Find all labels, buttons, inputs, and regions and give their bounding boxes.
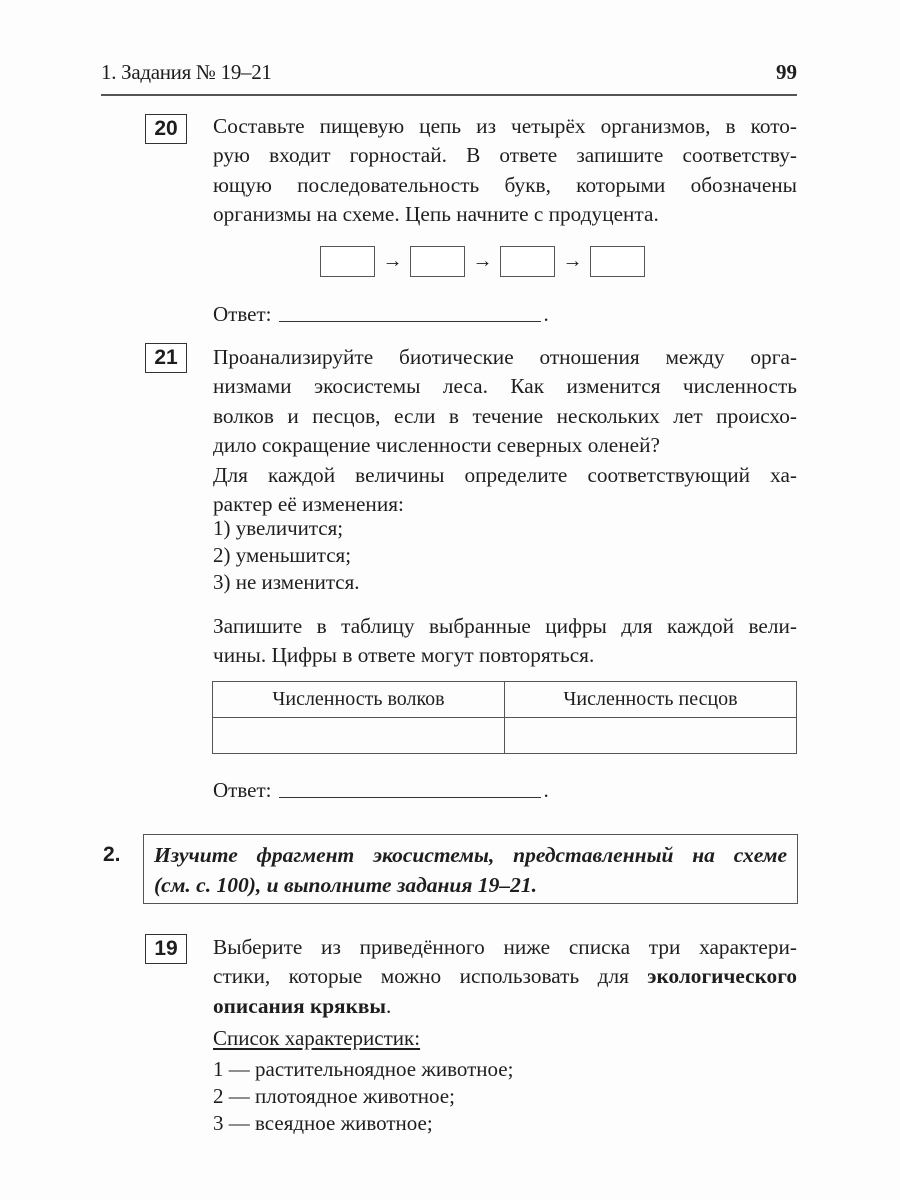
text-line: низмами экосистемы леса. Как изменится численность: [213, 374, 797, 399]
arrow-right-icon: →: [472, 249, 493, 272]
header-divider: [101, 94, 797, 96]
list-item: 2 — плотоядное животное;: [213, 1084, 455, 1108]
text-line: рактер её изменения:: [213, 492, 404, 517]
task-20-number: 20: [145, 114, 187, 144]
arrow-right-icon: →: [382, 249, 403, 272]
task-21-instruction: [213, 612, 797, 671]
section-line: (см. с. 100), и выполните задания 19–21.: [154, 873, 537, 897]
table-cell-wolves[interactable]: [213, 718, 505, 754]
task-21-answer: [213, 778, 549, 803]
task-19-text: [213, 933, 797, 1021]
text-line: [213, 962, 797, 991]
text-bold: экологического: [647, 964, 797, 989]
text-period: .: [385, 993, 392, 1018]
food-chain-cell[interactable]: [320, 246, 375, 277]
text-line: дило сокращение численности северных оленей?: [213, 433, 660, 458]
text-line: рую входит горностай. В ответе запишите соответству-: [213, 143, 797, 168]
list-title: Список характеристик:: [213, 1026, 421, 1050]
table-header-foxes: Численность песцов: [505, 682, 797, 718]
food-chain-diagram: [320, 244, 645, 278]
text-bold: описания кряквы: [213, 993, 386, 1018]
running-header: [101, 58, 797, 94]
option-item: 3) не изменится.: [213, 570, 360, 594]
food-chain-cell[interactable]: [500, 246, 555, 277]
table-row: [213, 718, 797, 754]
chapter-title: 1. Задания № 19–21: [101, 60, 272, 84]
task-21-text: [213, 343, 797, 519]
answer-period: .: [543, 778, 549, 802]
text-line: Выберите из приведённого ниже списка три характери-: [213, 935, 797, 959]
answer-blank[interactable]: [279, 320, 541, 322]
task-20-text: [213, 112, 797, 230]
page-number: 99: [776, 60, 797, 84]
answer-table: [212, 681, 797, 754]
answer-period: .: [543, 302, 549, 326]
food-chain-cell[interactable]: [410, 246, 465, 277]
section-text: Изучите фрагмент экосистемы, представленный на схеме: [154, 843, 787, 867]
table-header-row: [213, 682, 797, 718]
text-line: организмы на схеме. Цепь начните с продуцента.: [213, 202, 659, 227]
text-line: чины. Цифры в ответе могут повторяться.: [213, 643, 595, 668]
section-line: [154, 840, 787, 870]
text-line: ющую последовательность букв, которыми обозначены: [213, 172, 797, 197]
task-19-number: 19: [145, 934, 187, 964]
option-item: 1) увеличится;: [213, 516, 344, 540]
answer-blank[interactable]: [279, 796, 541, 798]
option-item: 2) уменьшится;: [213, 543, 352, 567]
section-instruction-box: [143, 834, 798, 904]
text-line: Запишите в таблицу выбранные цифры для каждой вели-: [213, 614, 797, 638]
task-21-options: [213, 515, 360, 596]
answer-label: Ответ:: [213, 778, 272, 802]
text-line: Составьте пищевую цепь из четырёх организмов, в кото-: [213, 114, 797, 138]
arrow-right-icon: →: [562, 249, 583, 272]
text-line: Для каждой величины определите соответствующий ха-: [213, 462, 797, 487]
table-cell-foxes[interactable]: [505, 718, 797, 754]
task-21-number: 21: [145, 343, 187, 373]
table-header-wolves: Численность волков: [213, 682, 505, 718]
text-line: [213, 992, 797, 1021]
list-item: 1 — растительноядное животное;: [213, 1057, 514, 1081]
food-chain-cell[interactable]: [590, 246, 645, 277]
answer-label: Ответ:: [213, 302, 272, 326]
task-20-answer: [213, 302, 549, 327]
list-item: 3 — всеядное животное;: [213, 1111, 433, 1135]
section-number: 2.: [103, 843, 121, 866]
characteristics-list: [213, 1025, 513, 1137]
text-plain: стики, которые можно использовать для: [213, 964, 648, 989]
text-line: Проанализируйте биотические отношения между орга-: [213, 345, 797, 369]
text-line: волков и песцов, если в течение нескольких лет происхо-: [213, 403, 797, 428]
